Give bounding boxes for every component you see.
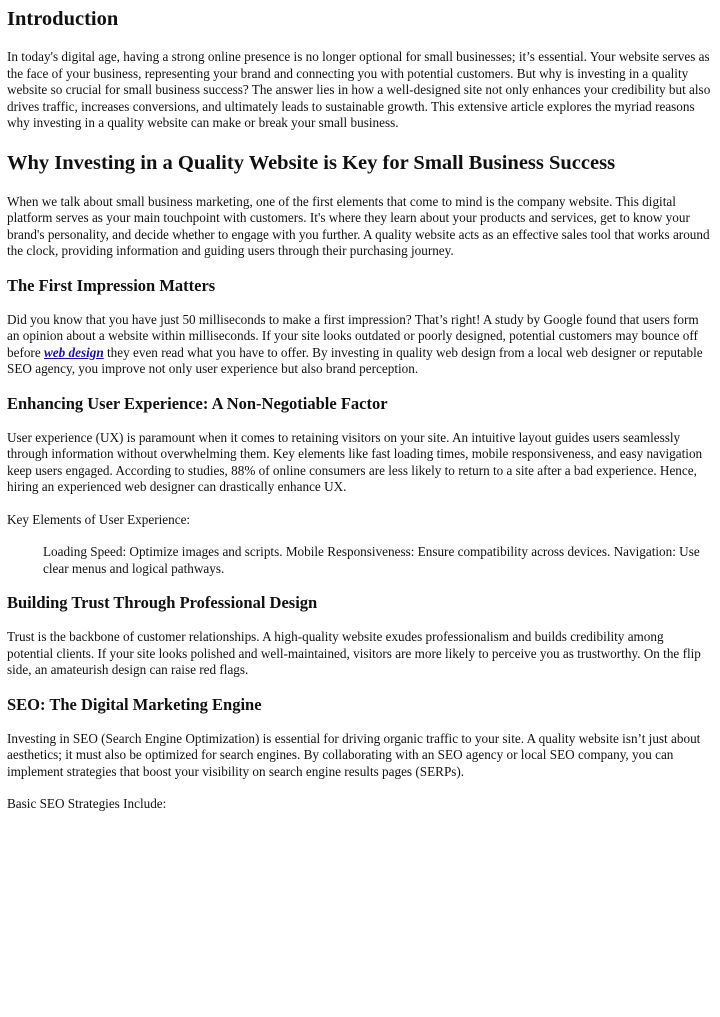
first-impression-heading: The First Impression Matters (7, 275, 216, 295)
ux-key-elements-label: Key Elements of User Experience: (7, 511, 191, 527)
intro-heading: Introduction (7, 8, 119, 30)
why-heading: Why Investing in a Quality Website is Key for Small Business Success (7, 151, 616, 174)
seo-heading: SEO: The Digital Marketing Engine (7, 694, 262, 714)
ux-paragraph: User experience (UX) is paramount when it comes to retaining visitors on your site. An intuitive layout guides users seamlessly through information without overwhelming them. Key elements like fast loading times, mobile responsiveness, and easy navigation keep users engaged. According to studies, 88% of online consumers are less likely to return to a site after a bad experience. Hence, hiring an experienced web designer can drastically enhance UX. (7, 429, 703, 494)
first-impression-text-end: they even read what you have to offer. By investing in quality web design from a local web designer or reputable SEO agency, you improve not only user experience but also brand perception. (7, 344, 703, 376)
first-impression-text-start: Did you know that you have just 50 milliseconds to make a first impression? That’s right! A study by Google found that users form an opinion about a website within milliseconds. If your site looks outdated or poorly designed, potential customers may bounce off before (7, 311, 699, 360)
intro-paragraph: In today's digital age, having a strong online presence is no longer optional for small businesses; it’s essential. Your website serves as the face of your business, representing your brand and connecting you with potential customers. But why is investing in a quality website so crucial for small business success? The answer lies in how a well-designed site not only enhances your credibility but also drives traffic, increases conversions, and ultimately leads to sustainable growth. This extensive article explores the myriad reasons why investing in a quality website can make or break your small business. (7, 49, 711, 130)
ux-heading: Enhancing User Experience: A Non-Negotiable Factor (7, 393, 388, 413)
seo-paragraph: Investing in SEO (Search Engine Optimization) is essential for driving organic traffic to your site. A quality website isn’t just about aesthetics; it must also be optimized for search engines. By collaborating with an SEO agency or local SEO company, you can implement strategies that boost your visibility on search engine results pages (SERPs). (7, 730, 701, 779)
web-design-link[interactable]: web design (43, 344, 104, 360)
trust-paragraph: Trust is the backbone of customer relationships. A high-quality website exudes professionalism and builds credibility among potential clients. If your site looks polished and well-maintained, visitors are more likely to perceive you as trustworthy. On the flip side, an amateurish design can raise red flags. (7, 629, 701, 677)
ux-key-elements-list: Loading Speed: Optimize images and scripts. Mobile Responsiveness: Ensure compatibility across devices. Navigation: Use clear menus and logical pathways. (43, 544, 700, 576)
why-paragraph: When we talk about small business marketing, one of the first elements that come to mind is the company website. This digital platform serves as your main touchpoint with customers. It's where they learn about your products and services, get to know your brand's personality, and decide whether to engage with you further. A quality website acts as an effective sales tool that works around the clock, providing information and guiding users through their purchasing journey. (7, 193, 710, 258)
seo-strategies-label: Basic SEO Strategies Include: (7, 796, 167, 811)
trust-heading: Building Trust Through Professional Design (7, 593, 318, 612)
first-impression-paragraph (7, 312, 713, 378)
